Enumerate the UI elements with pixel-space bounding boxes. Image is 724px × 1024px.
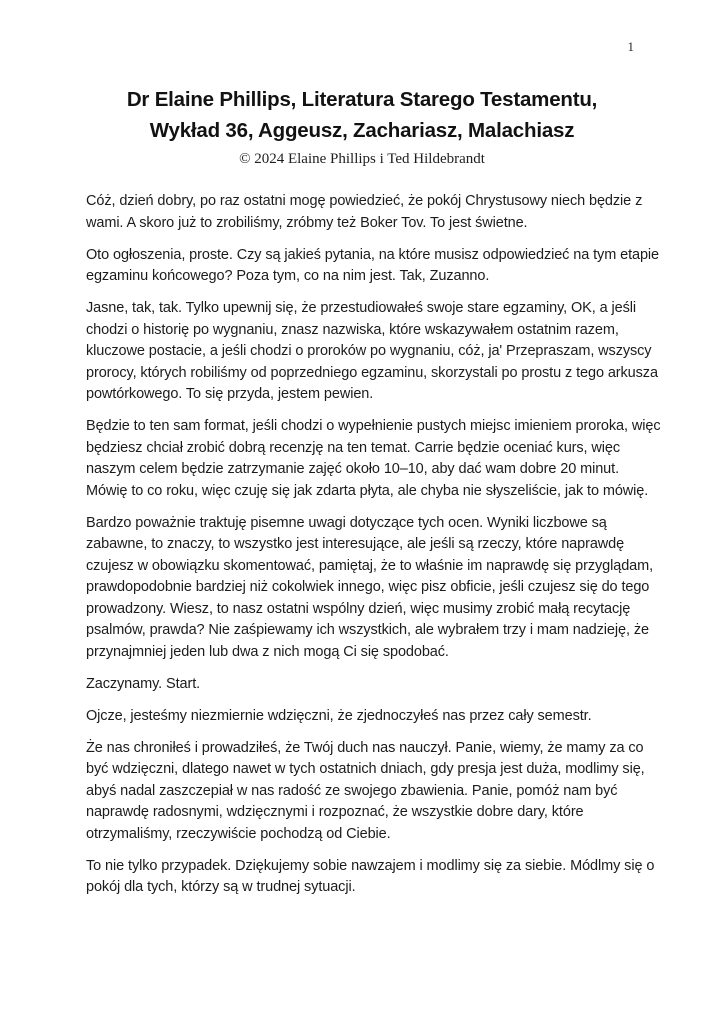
paragraph: Bardzo poważnie traktuję pisemne uwagi dotyczące tych ocen. Wyniki liczbowe są zabawne, to znaczy, to wszystko jest interesujące, ale jeśli są rzeczy, które naprawdę czujesz w obowiązku skomentować, pamiętaj, że to właśnie im naprawdę się przyglądam, prawdopodobnie bardziej niż cokolwiek innego, więc pisz obficie, jeśli czujesz się do tego prowadzony. Wiesz, to nasz ostatni wspólny dzień, więc musimy zrobić małą recytację psalmów, prawda? Nie zaśpiewamy ich wszystkich, ale wybrałem trzy i mam nadzieję, że przynajmniej jeden lub dwa z nich mogą Ci się spodobać. — [86, 514, 654, 660]
document-title-line2: Wykład 36, Aggeusz, Zachariasz, Malachiasz — [149, 119, 575, 142]
paragraph: Jasne, tak, tak. Tylko upewnij się, że przestudiowałeś swoje stare egzaminy, OK, a jeśli chodzi o historię po wygnaniu, znasz nazwiska, które wskazywałem ostatnim razem, kluczowe postacie, a jeśli chodzi o proroków po wygnaniu, cóż, ja' Przepraszam, wszyscy prorocy, których robiliśmy od poprzedniego egzaminu, skorzystali po prostu z tego arkusza powtórkowego. To się przyda, jestem pewien. — [86, 300, 658, 402]
document-body — [0, 191, 724, 899]
paragraph: Będzie to ten sam format, jeśli chodzi o wypełnienie pustych miejsc imieniem proroka, więc będziesz chciał zrobić dobrą recenzję na ten temat. Carrie będzie oceniać kurs, więc naszym celem będzie zatrzymanie zajęć około 10–10, aby dać wam dobre 20 minut. Mówię to co roku, więc czuję się jak zdarta płyta, ale chyba nie słyszeliście, jak to mówię. — [86, 418, 661, 499]
copyright-line: © 2024 Elaine Phillips i Ted Hildebrandt — [239, 151, 485, 167]
document-title — [0, 84, 724, 146]
document-header — [0, 0, 724, 170]
page-number: 1 — [627, 39, 634, 54]
paragraph: Zaczynamy. Start. — [86, 675, 201, 692]
paragraph: Oto ogłoszenia, proste. Czy są jakieś pytania, na które musisz odpowiedzieć na tym etapie egzaminu końcowego? Poza tym, co na nim jest. Tak, Zuzanno. — [86, 246, 660, 284]
paragraph: Że nas chroniłeś i prowadziłeś, że Twój duch nas nauczył. Panie, wiemy, że mamy za co być wdzięczni, dlatego nawet w tych ostatnich dniach, gdy presja jest duża, modlimy się, abyś nadal zaszczepiał w nas radość ze swojego zbawienia. Panie, pomóż nam być naprawdę radosnymi, wdzięcznymi i rozpoznać, że wszystkie dobre dary, które otrzymaliśmy, rzeczywiście pochodzą od Ciebie. — [86, 739, 645, 842]
document-title-line1: Dr Elaine Phillips, Literatura Starego Testamentu, — [126, 88, 598, 111]
paragraph: Cóż, dzień dobry, po raz ostatni mogę powiedzieć, że pokój Chrystusowy niech będzie z wami. A skoro już to zrobiliśmy, zróbmy też Boker Tov. To jest świetne. — [86, 193, 643, 231]
paragraph: Ojcze, jesteśmy niezmiernie wdzięczni, że zjednoczyłeś nas przez cały semestr. — [86, 707, 592, 724]
paragraph: To nie tylko przypadek. Dziękujemy sobie nawzajem i modlimy się za siebie. Módlmy się o pokój dla tych, którzy są w trudnej sytuacji. — [86, 857, 655, 895]
